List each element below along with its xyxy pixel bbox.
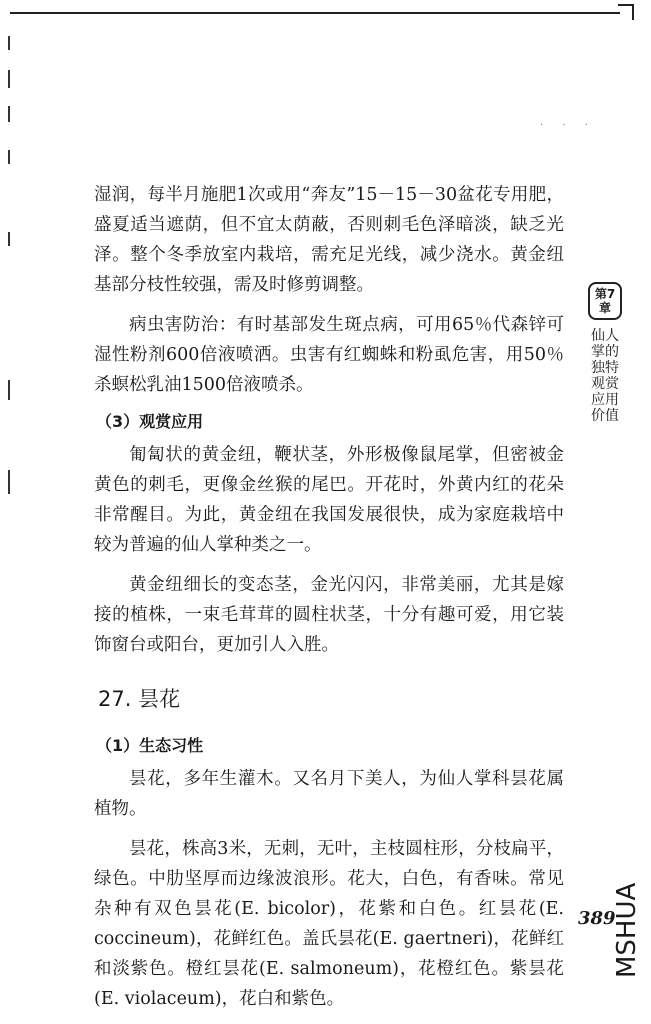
subsection-heading: （1）生态习性	[96, 736, 204, 755]
body-paragraph: 湿润，每半月施肥1次或用“奔友”15－15－30盆花专用肥，盛夏适当遮荫，但不宜太荫蔽，否则刺毛色泽暗淡，缺乏光泽。整个冬季放室内栽培，需充足光线，减少浇水。黄金纽基部分枝性较强，需及时修剪调整。	[94, 185, 564, 295]
top-rule	[10, 12, 620, 14]
body-paragraph: 昙花，多年生灌木。又名月下美人，为仙人掌科昙花属植物。	[94, 769, 564, 819]
margin-tick	[8, 150, 10, 164]
subsection-heading: （3）观赏应用	[96, 412, 204, 431]
margin-tick	[8, 232, 10, 246]
chapter-title: 仙人掌的独特观赏应用价值	[591, 328, 619, 424]
scan-noise: · · ·	[540, 120, 596, 131]
chapter-badge: 第7章	[588, 282, 622, 320]
corner-mark	[618, 4, 634, 20]
margin-tick	[8, 70, 10, 88]
body-paragraph: 黄金纽细长的变态茎，金光闪闪，非常美丽，尤其是嫁接的植株，一束毛茸茸的圆柱状茎，十分有趣可爱，用它装饰窗台或阳台，更加引人入胜。	[94, 575, 564, 655]
body-paragraph: 匍匐状的黄金纽，鞭状茎，外形极像鼠尾掌，但密被金黄色的刺毛，更像金丝猴的尾巴。开花时，外黄内红的花朵非常醒目。为此，黄金纽在我国发展很快，成为家庭栽培中较为普遍的仙人掌种类之一。	[94, 445, 564, 555]
margin-tick	[8, 106, 10, 122]
section-title: 27. 昙花	[98, 687, 181, 711]
page-body	[94, 180, 564, 1024]
watermark-text: MSHUA	[612, 882, 642, 978]
chapter-tab	[588, 282, 622, 424]
page-number: 389	[578, 908, 616, 929]
margin-tick	[8, 470, 10, 494]
body-paragraph: 昙花，株高3米，无刺，无叶，主枝圆柱形，分枝扁平，绿色。中肋坚厚而边缘波浪形。花大，白色，有香味。常见杂种有双色昙花(E. bicolor)，花紫和白色。红昙花(E. coccineum)，花鲜红色。盖氏昙花(E. gaertneri)，花鲜红和淡紫色。橙红昙花(E. salmoneum)，花橙红色。紫昙花(E. violaceum)，花白和紫色。	[94, 839, 564, 1009]
watermark	[603, 880, 647, 980]
margin-tick	[8, 380, 10, 400]
body-paragraph: 病虫害防治：有时基部发生斑点病，可用65％代森锌可湿性粉剂600倍液喷洒。虫害有红蜘蛛和粉虱危害，用50％杀螟松乳油1500倍液喷杀。	[94, 315, 564, 395]
margin-tick	[8, 36, 10, 50]
